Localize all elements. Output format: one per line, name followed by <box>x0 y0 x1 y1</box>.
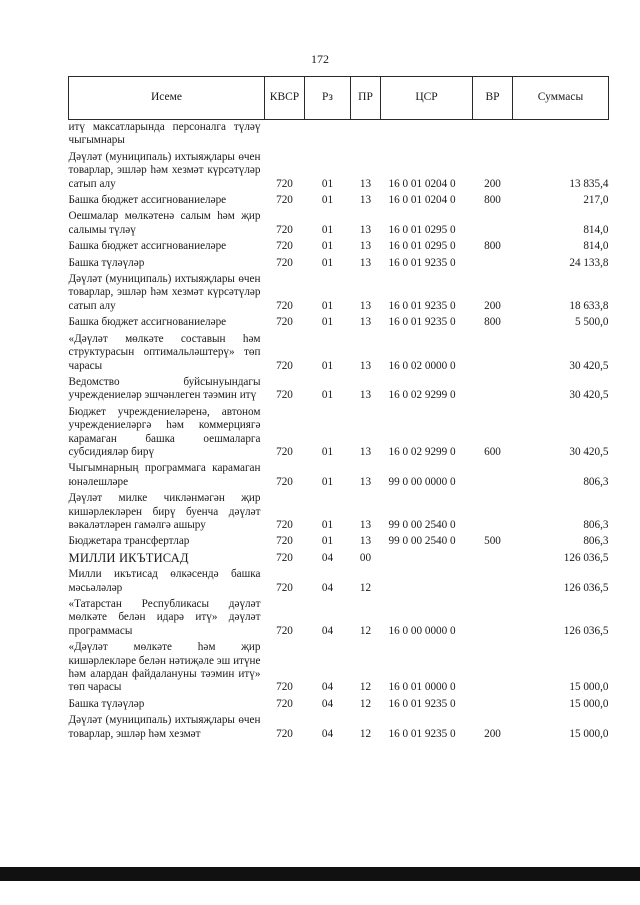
table-row <box>69 597 609 640</box>
row-vr: 200 <box>484 299 501 312</box>
row-pr: 12 <box>359 624 372 637</box>
row-rz: 04 <box>321 727 334 740</box>
row-vr: 200 <box>484 727 501 740</box>
header-vr: ВР <box>473 77 513 120</box>
row-csr: 16 0 02 0000 0 <box>388 359 456 372</box>
header-name: Исеме <box>69 77 265 120</box>
header-rz: Рз <box>305 77 351 120</box>
row-pr: 13 <box>359 359 372 372</box>
row-pr: 12 <box>359 581 372 594</box>
table-row <box>69 534 609 550</box>
row-pr: 00 <box>359 551 372 564</box>
row-name: итү максатларында персоналга түләү чыгымнары <box>68 121 261 147</box>
header-kvsr: КВСР <box>265 77 305 120</box>
row-kvsr: 720 <box>276 316 293 329</box>
row-name: Башка бюджет ассигнованиеләре <box>68 240 227 253</box>
row-sum: 30 420,5 <box>569 389 609 402</box>
row-csr: 99 0 00 2540 0 <box>388 535 456 548</box>
header-csr: ЦСР <box>381 77 473 120</box>
row-name: «Дәүләт мөлкәте составын һәм структурасын оптимальләштерү» төп чарасы <box>68 332 261 372</box>
row-pr: 12 <box>359 681 372 694</box>
row-rz: 01 <box>321 475 334 488</box>
row-sum: 806,3 <box>583 475 609 488</box>
row-rz: 04 <box>321 697 334 710</box>
row-rz: 01 <box>321 194 334 207</box>
table-row <box>69 461 609 491</box>
row-sum: 13 835,4 <box>569 177 609 190</box>
table-row <box>69 375 609 405</box>
row-vr <box>473 491 513 534</box>
row-csr: 16 0 01 9235 0 <box>388 727 456 740</box>
row-vr: 600 <box>484 445 501 458</box>
row-sum: 126 036,5 <box>563 581 609 594</box>
row-name: Дәүләт (муниципаль) ихтыяҗлары өчен товарлар, эшләр һәм хезмәт күрсәтүләр сатып алу <box>68 150 261 190</box>
row-name: Башка түләүләр <box>68 256 145 269</box>
row-rz: 01 <box>321 223 334 236</box>
row-rz: 01 <box>321 240 334 253</box>
row-rz: 04 <box>321 581 334 594</box>
row-sum: 24 133,8 <box>569 256 609 269</box>
row-pr <box>351 120 381 150</box>
row-sum: 30 420,5 <box>569 445 609 458</box>
table-row <box>69 120 609 150</box>
row-rz: 04 <box>321 681 334 694</box>
row-vr <box>473 256 513 272</box>
header-sum: Суммасы <box>513 77 609 120</box>
row-pr: 13 <box>359 535 372 548</box>
row-name: Чыгымнарның программага карамаган юнәлешләре <box>68 462 261 488</box>
row-csr: 16 0 01 0295 0 <box>388 223 456 236</box>
row-csr: 16 0 01 0204 0 <box>388 194 456 207</box>
row-name: Оешмалар мөлкәтенә салым һәм җир салымы түләү <box>68 210 261 236</box>
row-csr <box>381 120 473 150</box>
row-sum: 814,0 <box>583 223 609 236</box>
row-vr <box>473 461 513 491</box>
row-sum: 30 420,5 <box>569 359 609 372</box>
row-csr: 99 0 00 0000 0 <box>388 475 456 488</box>
row-kvsr: 720 <box>276 177 293 190</box>
table-row <box>69 491 609 534</box>
row-rz: 01 <box>321 518 334 531</box>
row-rz: 01 <box>321 316 334 329</box>
row-kvsr: 720 <box>276 681 293 694</box>
row-kvsr: 720 <box>276 223 293 236</box>
table-row <box>69 697 609 713</box>
row-csr: 16 0 00 0000 0 <box>388 624 456 637</box>
row-kvsr: 720 <box>276 535 293 548</box>
row-name: Башка бюджет ассигнованиеләре <box>68 194 227 207</box>
row-vr <box>473 120 513 150</box>
row-rz: 01 <box>321 299 334 312</box>
table-row <box>69 272 609 315</box>
page-number: 172 <box>311 52 329 66</box>
row-kvsr: 720 <box>276 389 293 402</box>
row-rz: 01 <box>321 359 334 372</box>
row-kvsr: 720 <box>276 518 293 531</box>
row-vr <box>473 209 513 239</box>
row-kvsr: 720 <box>276 299 293 312</box>
row-kvsr: 720 <box>276 551 293 564</box>
row-rz: 04 <box>321 551 334 564</box>
row-pr: 13 <box>359 518 372 531</box>
row-name: Башка түләүләр <box>68 697 145 710</box>
row-vr: 200 <box>484 177 501 190</box>
row-name: «Дәүләт мөлкәте һәм җир кишәрлекләре белән нәтиҗәле эш итүне һәм алардан файдалануны тәэмин итү» төп чарасы <box>68 641 261 694</box>
row-csr: 16 0 01 9235 0 <box>388 299 456 312</box>
table-row <box>69 209 609 239</box>
row-name: Милли икътисад өлкәсендә башка мәсьәләләр <box>68 568 261 594</box>
row-rz: 01 <box>321 445 334 458</box>
row-sum: 15 000,0 <box>569 697 609 710</box>
row-rz: 04 <box>321 624 334 637</box>
row-pr: 13 <box>359 194 372 207</box>
row-csr: 16 0 01 9235 0 <box>388 697 456 710</box>
row-pr: 13 <box>359 299 372 312</box>
row-kvsr: 720 <box>276 697 293 710</box>
row-kvsr: 720 <box>276 240 293 253</box>
table-row <box>69 713 609 743</box>
row-pr: 13 <box>359 223 372 236</box>
row-kvsr: 720 <box>276 624 293 637</box>
row-sum: 15 000,0 <box>569 727 609 740</box>
row-pr: 13 <box>359 316 372 329</box>
row-pr: 13 <box>359 177 372 190</box>
row-csr: 16 0 02 9299 0 <box>388 445 456 458</box>
row-sum <box>513 120 609 150</box>
row-csr: 16 0 01 0204 0 <box>388 177 456 190</box>
row-csr: 99 0 00 2540 0 <box>388 518 456 531</box>
row-pr: 13 <box>359 256 372 269</box>
table-row <box>69 551 609 567</box>
row-vr: 800 <box>484 240 501 253</box>
row-vr <box>473 640 513 697</box>
row-kvsr: 720 <box>276 445 293 458</box>
row-name: Дәүләт (муниципаль) ихтыяҗлары өчен товарлар, эшләр һәм хезмәт <box>68 714 261 740</box>
row-rz <box>305 120 351 150</box>
scan-edge-bar <box>0 867 640 881</box>
row-name: Ведомство буйсынуындагы учреждениеләр эшчәнлеген тәэмин итү <box>68 375 261 402</box>
row-pr: 13 <box>359 240 372 253</box>
table-row <box>69 332 609 375</box>
row-vr: 800 <box>484 316 501 329</box>
row-rz: 01 <box>321 177 334 190</box>
table-row <box>69 150 609 193</box>
row-kvsr: 720 <box>276 475 293 488</box>
row-name: Бюджет учреждениеләренә, автоном учреждениеләргә һәм коммерциягә карамаган башка оешмаларга субсидияләр бирү <box>68 405 261 458</box>
row-name: Бюджетара трансфертлар <box>68 535 190 548</box>
row-name: «Татарстан Республикасы дәүләт мөлкәте белән идарә итү» дәүләт программасы <box>68 598 261 637</box>
row-sum: 5 500,0 <box>574 316 609 329</box>
row-kvsr: 720 <box>276 581 293 594</box>
row-pr: 13 <box>359 475 372 488</box>
row-vr: 500 <box>484 535 501 548</box>
row-pr: 13 <box>359 389 372 402</box>
row-name: МИЛЛИ ИКЪТИСАД <box>68 550 189 565</box>
budget-table <box>68 76 609 743</box>
row-sum: 806,3 <box>583 535 609 548</box>
table-row <box>69 193 609 209</box>
table-row <box>69 567 609 597</box>
row-sum: 15 000,0 <box>569 681 609 694</box>
table-row <box>69 640 609 697</box>
row-vr <box>473 551 513 567</box>
row-vr <box>473 332 513 375</box>
row-vr <box>473 697 513 713</box>
row-csr: 16 0 01 0000 0 <box>388 681 456 694</box>
row-vr <box>473 597 513 640</box>
row-name: Дәүләт милке чикләнмәгән җир кишәрлекләрен бирү буенча дәүләт вәкаләтләрен гамәлгә ашыру <box>68 492 261 531</box>
row-vr <box>473 375 513 405</box>
row-rz: 01 <box>321 535 334 548</box>
row-name: Башка бюджет ассигнованиеләре <box>68 316 227 329</box>
row-sum: 814,0 <box>583 240 609 253</box>
row-csr <box>381 551 473 567</box>
row-kvsr: 720 <box>276 194 293 207</box>
row-rz: 01 <box>321 389 334 402</box>
row-vr <box>473 567 513 597</box>
table-row <box>69 405 609 462</box>
row-csr: 16 0 01 9235 0 <box>388 256 456 269</box>
row-csr: 16 0 01 0295 0 <box>388 240 456 253</box>
table-row <box>69 256 609 272</box>
table-row <box>69 315 609 331</box>
row-csr: 16 0 01 9235 0 <box>388 316 456 329</box>
row-sum: 806,3 <box>583 518 609 531</box>
row-kvsr: 720 <box>276 359 293 372</box>
row-pr: 12 <box>359 697 372 710</box>
table-header-row <box>69 77 609 120</box>
row-rz: 01 <box>321 256 334 269</box>
row-csr <box>381 567 473 597</box>
row-name: Дәүләт (муниципаль) ихтыяҗлары өчен товарлар, эшләр һәм хезмәт күрсәтүләр сатып алу <box>68 273 261 312</box>
row-pr: 12 <box>359 727 372 740</box>
row-vr: 800 <box>484 194 501 207</box>
row-csr: 16 0 02 9299 0 <box>388 389 456 402</box>
row-kvsr <box>265 120 305 150</box>
row-pr: 13 <box>359 445 372 458</box>
row-sum: 126 036,5 <box>563 624 609 637</box>
row-sum: 217,0 <box>583 194 609 207</box>
row-sum: 126 036,5 <box>563 551 609 564</box>
table-row <box>69 239 609 255</box>
row-kvsr: 720 <box>276 727 293 740</box>
row-kvsr: 720 <box>276 256 293 269</box>
header-pr: ПР <box>351 77 381 120</box>
table-body <box>69 120 609 744</box>
row-sum: 18 633,8 <box>569 299 609 312</box>
